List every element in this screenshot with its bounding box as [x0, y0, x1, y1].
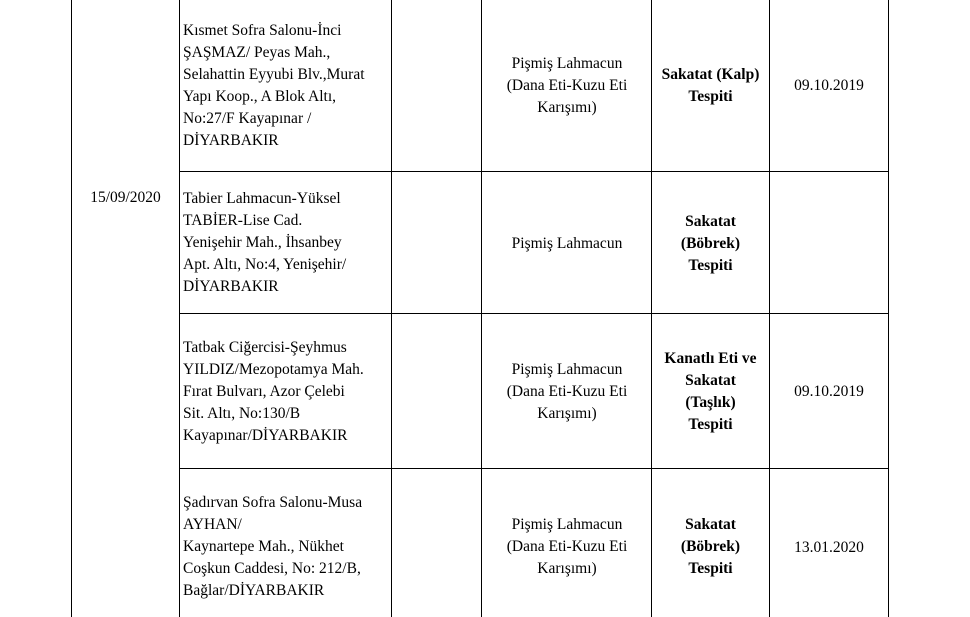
address-line: DİYARBAKIR	[183, 278, 279, 295]
address-cell	[183, 337, 389, 447]
product-cell	[482, 233, 652, 255]
grid-line	[179, 313, 889, 314]
finding-line: Sakatat (Kalp)	[661, 66, 760, 83]
grid-line	[391, 0, 392, 617]
date-cell: 09.10.2019	[794, 383, 864, 400]
finding-cell	[651, 64, 770, 108]
product-cell	[482, 53, 652, 119]
address-cell	[183, 188, 389, 298]
address-line: Tatbak Ciğercisi-Şeyhmus	[183, 339, 347, 356]
product-cell	[482, 514, 652, 580]
grid-line	[179, 171, 889, 172]
date-cell: 13.01.2020	[794, 539, 864, 556]
finding-cell	[651, 348, 770, 436]
address-line: Coşkun Caddesi, No: 212/B,	[183, 560, 361, 577]
product-line: Pişmiş Lahmacun	[511, 235, 623, 252]
finding-cell	[651, 514, 770, 580]
address-line: Sit. Altı, No:130/B	[183, 405, 301, 422]
product-line: Pişmiş Lahmacun	[511, 55, 623, 72]
finding-line: Sakatat	[685, 516, 736, 533]
finding-line: Tespiti	[688, 560, 733, 577]
grid-line	[179, 468, 889, 469]
address-line: No:27/F Kayapınar /	[183, 110, 312, 127]
finding-line: Tespiti	[688, 88, 733, 105]
product-line: Karışımı)	[537, 99, 597, 116]
product-line: Pişmiş Lahmacun	[511, 361, 623, 378]
address-line: Yapı Koop., A Blok Altı,	[183, 88, 337, 105]
finding-line: (Böbrek)	[680, 235, 741, 252]
finding-line: (Taşlık)	[685, 394, 736, 411]
address-line: DİYARBAKIR	[183, 132, 279, 149]
finding-line: Kanatlı Eti ve	[664, 350, 757, 367]
grid-line	[179, 0, 180, 617]
finding-line: Tespiti	[688, 416, 733, 433]
finding-cell	[651, 211, 770, 277]
address-line: Fırat Bulvarı, Azor Çelebi	[183, 383, 345, 400]
address-line: Kaynartepe Mah., Nükhet	[183, 538, 344, 555]
product-line: Karışımı)	[537, 560, 597, 577]
grid-line	[71, 0, 72, 617]
address-line: AYHAN/	[183, 516, 242, 533]
product-line: Karışımı)	[537, 405, 597, 422]
address-line: Apt. Altı, No:4, Yenişehir/	[183, 256, 347, 273]
address-line: Kayapınar/DİYARBAKIR	[183, 427, 348, 444]
finding-line: Sakatat	[685, 213, 736, 230]
product-line: (Dana Eti-Kuzu Eti	[506, 383, 628, 400]
address-cell	[183, 20, 389, 152]
product-line: Pişmiş Lahmacun	[511, 516, 623, 533]
address-line: Kısmet Sofra Salonu-İnci	[183, 22, 342, 39]
address-line: ŞAŞMAZ/ Peyas Mah.,	[183, 44, 331, 61]
address-line: Şadırvan Sofra Salonu-Musa	[183, 494, 363, 511]
finding-line: Tespiti	[688, 257, 733, 274]
address-line: YILDIZ/Mezopotamya Mah.	[183, 361, 364, 378]
finding-line: Sakatat	[685, 372, 736, 389]
address-cell	[183, 492, 389, 602]
address-line: Selahattin Eyyubi Blv.,Murat	[183, 66, 365, 83]
finding-line: (Böbrek)	[680, 538, 741, 555]
address-line: Yenişehir Mah., İhsanbey	[183, 234, 342, 251]
product-line: (Dana Eti-Kuzu Eti	[506, 77, 628, 94]
date-cell: 09.10.2019	[794, 77, 864, 94]
address-line: Bağlar/DİYARBAKIR	[183, 582, 325, 599]
product-line: (Dana Eti-Kuzu Eti	[506, 538, 628, 555]
address-line: Tabier Lahmacun-Yüksel	[183, 190, 341, 207]
group-date-cell: 15/09/2020	[90, 189, 161, 206]
address-line: TABİER-Lise Cad.	[183, 212, 303, 229]
product-cell	[482, 359, 652, 425]
